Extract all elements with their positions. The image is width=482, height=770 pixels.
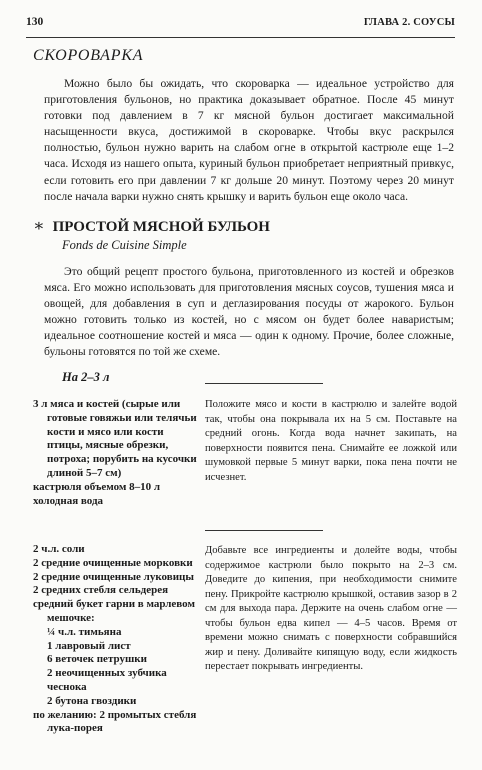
ingredient-subitem: ¼ ч.л. тимьяна [47,625,122,638]
ingredient-item: 2 средние очищенные морковки [33,556,193,569]
ingredient-item: 2 средних стебля сельдерея [33,584,169,597]
recipe-yield: На 2–3 л [62,370,110,384]
recipe-step: Положите мясо и кости в кастрюлю и залейте водой так, чтобы она покрывала их на 5 см. Поставьте на средний огонь. Когда вода начнет закипать, на поверхности появится пена. Снимайте ее ложкой или шумовкой первые 5 минут варки, пока пена почти не исчезнет. [205,399,457,483]
ingredient-item: 2 средние очищенные луковицы [33,570,194,583]
step-rule [205,530,323,531]
ingredient-subitem: 2 неочищенных зубчика чеснока [47,667,167,693]
section-title: СКОРОВАРКА [33,47,144,64]
page-number: 130 [26,16,44,28]
recipe-title-text: ПРОСТОЙ МЯСНОЙ БУЛЬОН [52,219,270,235]
recipe-step: Добавьте все ингредиенты и долейте воды, чтобы содержимое кастрюли было покрыто на 2–3 см. Доведите до кипения, при необходимости снимите пену. Прикройте кастрюлю крышкой, оставив зазор в 2 см для выхода пара. Держите на очень слабом огне — чтобы бульон едва кипел — 4–5 часов. Время от времени можно снимать с поверхности собравшийся жир и пену. Доливайте кипящую воду, если жидкость перестает покрывать ингредиенты. [205,545,457,672]
step-rule [205,383,323,384]
ingredient-item: по желанию: 2 промытых стебля лука-порея [33,708,197,735]
ingredient-subitem: 2 бутона гвоздики [47,694,137,707]
asterisk-icon: ∗ [33,216,45,235]
ingredient-item: холодная вода [33,494,104,507]
section-paragraph: Можно было бы ожидать, что скороварка — идеальное устройство для приготовления бульонов, но практика доказывает обратное. После 45 минут готовки под давлением в 7 кг мясной бульон достигает максимальной насыщенности вкуса, достижимой в скороварке. Чтобы вкус раскрылся полностью, бульон нужно варить на слабом огне в открытой кастрюле еще 1–2 часа. Исходя из нашего опыта, куриный бульон приобретает неприятный привкус, если готовить его при давлении 7 кг дольше 20 минут. Поэтому через 20 минут после начала варки нужно снять крышку и варить бульон еще около часа. [44,77,454,203]
recipe-intro: Это общий рецепт простого бульона, приготовленного из костей и обрезков мяса. Его можно использовать для приготовления мясных соусов, тушения мяса и овощей, для добавления в суп и деглазирования посуды от жарокого. Бульон можно готовить только из костей, но с мясом он будет более наваристым; идеальное соотношение костей и мяса — один к одному. Прочие, более сложные, бульоны готовятся по той же схеме. [44,265,454,359]
recipe-title [33,216,270,236]
chapter-heading: ГЛАВА 2. СОУСЫ [363,17,455,28]
ingredient-list [33,398,198,508]
recipe-subtitle: Fonds de Cuisine Simple [62,238,187,252]
ingredient-subitem: 6 веточек петрушки [47,653,147,666]
ingredient-item: 3 л мяса и костей (сырые или готовые говяжьи или телячьи кости и мясо или кости птицы, мясные обрезки, потроха; порубить на кусочки длиной 5–7 см) [33,398,197,479]
ingredient-item: кастрюля объемом 8–10 л [33,480,161,493]
header-rule [26,37,455,38]
ingredient-list [33,543,198,736]
ingredient-item: 2 ч.л. соли [33,543,85,555]
ingredient-subitem: 1 лавровый лист [47,639,131,652]
ingredient-item: средний букет гарни в марлевом мешочке: [33,598,195,624]
